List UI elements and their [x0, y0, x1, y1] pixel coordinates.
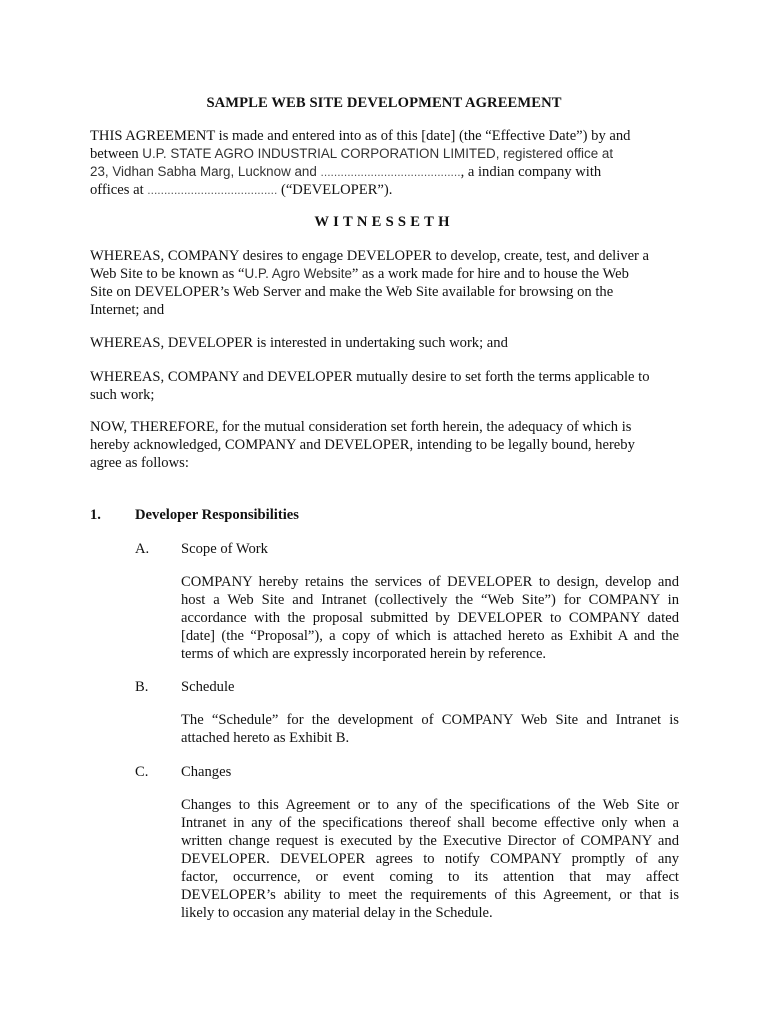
intro-text: (“DEVELOPER”).	[277, 182, 393, 198]
paragraph-line: attached hereto as Exhibit B.	[181, 730, 350, 746]
paragraph-line: DEVELOPER’s ability to meet the requirements of this Agreement, or that is	[181, 887, 679, 903]
paragraph-line: agree as follows:	[90, 455, 189, 471]
intro-paragraph	[90, 127, 680, 199]
paragraph-line: [date] (the “Proposal”), a copy of which is attached hereto as Exhibit A and the	[181, 628, 679, 644]
company-name: U.P. STATE AGRO INDUSTRIAL CORPORATION LIMITED, registered office at	[142, 146, 614, 161]
whereas-paragraph-1	[90, 247, 680, 319]
subsection-letter: B.	[135, 679, 149, 695]
intro-line	[90, 145, 680, 163]
paragraph-line: Changes to this Agreement or to any of the specifications of the Web Site or	[181, 797, 679, 813]
whereas-paragraph-2	[90, 334, 680, 352]
paragraph-line: written change request is executed by the Executive Director of COMPANY and	[181, 833, 679, 849]
subsection-letter: C.	[135, 764, 149, 780]
paragraph-line: accordance with the proposal submitted by DEVELOPER to COMPANY dated	[181, 610, 679, 626]
subsection-letter: A.	[135, 541, 150, 557]
intro-text: offices at	[90, 182, 148, 198]
intro-text: between	[90, 146, 143, 162]
paragraph-line: factor, occurrence, or event coming to its attention that may affect	[181, 869, 679, 885]
company-address: 23, Vidhan Sabha Marg, Lucknow and	[90, 164, 321, 179]
paragraph-line: WHEREAS, DEVELOPER is interested in undertaking such work; and	[90, 335, 508, 351]
witnesseth-heading: WITNESSETH	[314, 214, 454, 230]
paragraph-line: COMPANY hereby retains the services of DEVELOPER to design, develop and	[181, 574, 679, 590]
website-name: U.P. Agro Website	[244, 266, 352, 281]
paragraph-line	[90, 265, 680, 283]
document-title: SAMPLE WEB SITE DEVELOPMENT AGREEMENT	[206, 95, 562, 111]
paragraph-line: Internet; and	[90, 302, 165, 318]
section-number: 1.	[90, 507, 101, 523]
whereas-paragraph-3	[90, 368, 680, 404]
paragraph-text: Web Site to be known as “	[90, 266, 245, 282]
intro-line: THIS AGREEMENT is made and entered into as of this [date] (the “Effective Date”) by and	[90, 128, 631, 144]
paragraph-text: ” as a work made for hire and to house the Web	[351, 266, 629, 282]
paragraph-line: host a Web Site and Intranet (collectively the “Web Site”) for COMPANY in	[181, 592, 679, 608]
paragraph-line: likely to occasion any material delay in the Schedule.	[181, 905, 493, 921]
blank-fill-line: .......................................	[147, 183, 278, 197]
changes-paragraph	[181, 796, 679, 922]
paragraph-line: hereby acknowledged, COMPANY and DEVELOPER, intending to be legally bound, hereby	[90, 437, 635, 453]
intro-line	[90, 181, 680, 199]
now-therefore-paragraph	[90, 418, 680, 472]
paragraph-line: terms of which are expressly incorporated herein by reference.	[181, 646, 547, 662]
paragraph-line: WHEREAS, COMPANY desires to engage DEVELOPER to develop, create, test, and deliver a	[90, 248, 650, 264]
intro-text: , a indian company with	[460, 164, 602, 180]
scope-of-work-paragraph	[181, 573, 679, 663]
paragraph-line: The “Schedule” for the development of COMPANY Web Site and Intranet is	[181, 712, 679, 728]
paragraph-line: Intranet in any of the specifications thereof shall become effective only when a	[181, 815, 679, 831]
section-heading: Developer Responsibilities	[135, 507, 299, 523]
intro-line	[90, 163, 680, 181]
paragraph-line: DEVELOPER. DEVELOPER agrees to notify COMPANY promptly of any	[181, 851, 679, 867]
paragraph-line: such work;	[90, 387, 155, 403]
blank-fill-line: ..........................................	[320, 165, 461, 179]
paragraph-line: NOW, THEREFORE, for the mutual consideration set forth herein, the adequacy of which is	[90, 419, 632, 435]
subsection-title: Scope of Work	[181, 541, 268, 557]
paragraph-line: WHEREAS, COMPANY and DEVELOPER mutually desire to set forth the terms applicable to	[90, 369, 650, 385]
paragraph-line: Site on DEVELOPER’s Web Server and make the Web Site available for browsing on the	[90, 284, 614, 300]
subsection-title: Changes	[181, 764, 232, 780]
schedule-paragraph	[181, 711, 679, 747]
subsection-title: Schedule	[181, 679, 235, 695]
